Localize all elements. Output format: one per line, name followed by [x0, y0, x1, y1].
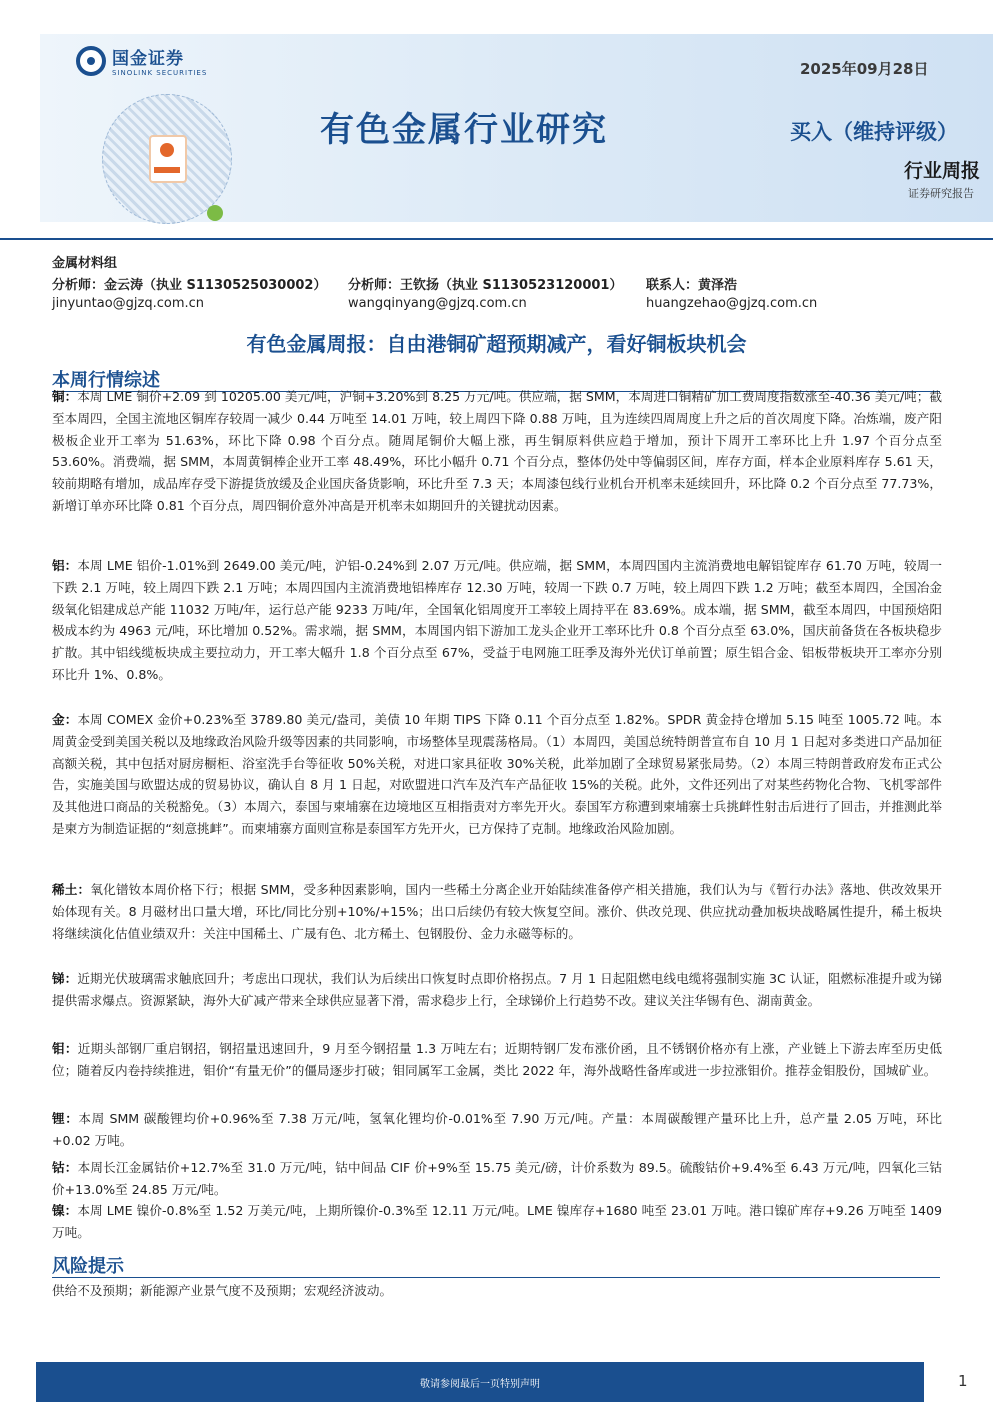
nickel-text: 本周 LME 镍价-0.8%至 1.52 万美元/吨，上期所镍价-0.3%至 12.11 万元/吨。LME 镍库存+1680 吨至 23.01 万吨。港口镍矿库存+9.26 万吨至 1409 万吨。	[52, 1203, 942, 1240]
gold-label: 金：	[52, 712, 78, 727]
section-heading-risk: 风险提示	[52, 1256, 124, 1277]
analyst-1-email[interactable]: jinyuntao@gjzq.com.cn	[52, 296, 205, 311]
aluminum-text: 本周 LME 铝价-1.01%到 2649.00 美元/吨，沪铝-0.24%到 2.07 万元/吨。供应端，据 SMM，本周四国内主流消费地电解铝锭库存 61.70 万吨，较周一下跌 2.1 万吨，较上周四下跌 2.1 万吨；本周四国内主流消费地铝棒库存 12.30 万吨，较周一下跌 0.7 万吨，较上周四下跌 1.2 万吨；截至本周四，全国冶金级氧化铝建成总产能 11032 万吨/年，运行总产能 9233 万吨/年，全国氧化铝周度开工率较上周持平在 83.69%。成本端，据 SMM，截至本周四，中国预焙阳极成本约为 4963 元/吨，环比增加 0.52%。需求端，据 SMM，本周国内铝下游加工龙头企业开工率环比升 0.8 个百分点至 63.0%，国庆前备货在各板块稳步扩散。其中铝线缆板块成主要拉动力，开工率大幅升 1.8 个百分点至 67%，受益于电网施工旺季及海外光伏订单前置；原生铝合金、铝板带板块开工率亦分别环比升 1%、0.8%。	[52, 558, 943, 682]
section-heading-weekly: 本周行情综述	[52, 370, 160, 391]
team-name: 金属材料组	[52, 256, 118, 271]
rare-earth-text: 氧化镨钕本周价格下行；根据 SMM，受多种因素影响，国内一些稀土分离企业开始陆续准备停产相关措施，我们认为与《暂行办法》落地、供改效果开始体现有关。8 月磁材出口量大增，环比/同比分别+10%/+15%；出口后续仍有较大恢复空间。涨价、供改兑现、供应扰动叠加板块战略属性提升，稀土板块将继续演化估值业绩双升：关注中国稀土、广晟有色、北方稀土、包钢股份、金力永磁等标的。	[52, 882, 943, 941]
molybdenum-label: 钼：	[52, 1041, 78, 1056]
contact-email[interactable]: huangzehao@gjzq.com.cn	[646, 296, 818, 311]
page-number: 1	[958, 1372, 968, 1390]
footer-note[interactable]: 敬请参阅最后一页特别声明	[420, 1378, 540, 1390]
analyst-2: 分析师：王钦扬（执业 S1130523120001）	[348, 278, 623, 293]
page-title: 有色金属行业研究	[320, 110, 608, 150]
nickel-paragraph	[52, 1200, 942, 1244]
logo-english: SINOLINK SECURITIES	[112, 69, 208, 77]
nickel-label: 镍：	[52, 1203, 78, 1218]
antimony-text: 近期光伏玻璃需求触底回升；考虑出口现状，我们认为后续出口恢复时点即价格拐点。7 月 1 日起阻燃电线电缆将强制实施 3C 认证，阻燃标准提升或为锑提供需求爆点。资源紧缺，海外大矿减产带来全球供应显著下滑，需求稳步上行，全球锑价上行趋势不改。建议关注华锡有色、湖南黄金。	[52, 971, 942, 1008]
antimony-label: 锑：	[52, 971, 78, 986]
gold-text: 本周 COMEX 金价+0.23%至 3789.80 美元/盎司，美债 10 年期 TIPS 下降 0.11 个百分点至 1.82%。SPDR 黄金持仓增加 5.15 吨至 1005.72 吨。本周黄金受到美国关税以及地缘政治风险升级等因素的共同影响，市场整体呈现震荡格局。（1）本周四，美国总统特朗普宣布自 10 月 1 日起对多类进口产品加征高额关税，其中包括对厨房橱柜、浴室洗手台等征收 50%关税，对进口家具征收 30%关税，此举加剧了全球贸易紧张局势。（2）本周三特朗普政府发布正式公告，实施美国与欧盟达成的贸易协议，确认自 8 月 1 日起，对欧盟进口汽车及汽车产品征收 15%的关税。此外，文件还列出了对某些药物化合物、飞机零部件及其他进口商品的关税豁免。（3）本周六，泰国与柬埔寨在边境地区互相指责对方率先开火。泰国军方称遭到柬埔寨士兵挑衅性射击后进行了回击，并推测此举是柬方为制造证据的“刻意挑衅”。而柬埔寨方面则宣称是泰国军方先开火，已方保持了克制。地缘政治风险加剧。	[52, 712, 943, 836]
copper-paragraph	[52, 386, 942, 517]
aluminum-label: 铝：	[52, 558, 78, 573]
cobalt-text: 本周长江金属钴价+12.7%至 31.0 万元/吨，钴中间品 CIF 价+9%至 15.75 美元/磅，计价系数为 89.5。硫酸钴价+9.4%至 6.43 万元/吨，四氧化三钴价+13.0%至 24.85 万元/吨。	[52, 1160, 943, 1197]
report-subtitle: 有色金属周报：自由港铜矿超预期减产，看好铜板块机会	[246, 332, 747, 356]
cobalt-label: 钴：	[52, 1160, 78, 1175]
lithium-text: 本周 SMM 碳酸锂均价+0.96%至 7.38 万元/吨，氢氧化锂均价-0.01%至 7.90 万元/吨。产量：本周碳酸锂产量环比上升，总产量 2.05 万吨，环比+0.02 万吨。	[52, 1111, 942, 1148]
antimony-paragraph	[52, 968, 942, 1012]
section-divider	[52, 1277, 940, 1278]
analyst-1: 分析师：金云涛（执业 S1130525030002）	[52, 278, 327, 293]
report-category: 证券研究报告	[908, 187, 974, 200]
company-logo	[76, 44, 207, 77]
lithium-paragraph	[52, 1108, 942, 1152]
rare-earth-label: 稀土：	[52, 882, 91, 897]
molybdenum-paragraph	[52, 1038, 942, 1082]
contact-person: 联系人：黄泽浩	[646, 278, 738, 293]
gold-paragraph	[52, 709, 942, 840]
copper-text: 本周 LME 铜价+2.09 到 10205.00 美元/吨，沪铜+3.20%到 8.25 万元/吨。供应端，据 SMM，本周进口铜精矿加工费周度指数涨至-40.36 美元/吨；截至本周四，全国主流地区铜库存较周一减少 0.44 万吨至 14.01 万吨，较上周四下降 0.88 万吨，且为连续四周周度上升之后的首次周度下降。冶炼端，废产阳极板企业开工率为 51.63%，环比下降 0.98 个百分点。随周尾铜价大幅上涨，再生铜原料供应趋于增加，预计下周开工率环比上升 1.97 个百分点至 53.60%。消费端，据 SMM，本周黄铜棒企业开工率 48.49%，环比小幅升 0.71 个百分点，整体仍处中等偏弱区间，库存方面，样本企业原料库存 5.61 天，较前期略有增加，成品库存受下游提货放缓及企业国庆备货影响，环比升至 7.3 天；本周漆包线行业机台开机率未延续回升，环比降 0.2 个百分点至 77.73%，新增订单亦环比降 0.81 个百分点，周四铜价意外冲高是开机率未如期回升的关键扰动因素。	[52, 389, 942, 513]
molybdenum-text: 近期头部钢厂重启钢招，钢招量迅速回升，9 月至今钢招量 1.3 万吨左右；近期特钢厂发布涨价函，且不锈钢价格亦有上涨，产业链上下游去库至历史低位；随着反内卷持续推进，钼价“有量无价”的僵局逐步打破；钼同属军工金属，类比 2022 年，海外战略性备库或进一步拉涨钼价。推荐金钼股份，国城矿业。	[52, 1041, 942, 1078]
risk-text: 供给不及预期；新能源产业景气度不及预期；宏观经济波动。	[52, 1283, 393, 1298]
rating: 买入（维持评级）	[790, 120, 958, 144]
rare-earth-paragraph	[52, 879, 942, 944]
logo-name: 国金证券	[112, 49, 184, 69]
cobalt-paragraph	[52, 1157, 942, 1201]
qr-code-icon	[102, 94, 232, 224]
copper-label: 铜：	[52, 389, 78, 404]
footer-disclaimer	[36, 1362, 924, 1402]
report-type: 行业周报	[904, 160, 981, 182]
header-divider	[0, 238, 993, 240]
lithium-label: 锂：	[52, 1111, 79, 1126]
aluminum-paragraph	[52, 555, 942, 686]
analyst-2-email[interactable]: wangqinyang@gjzq.com.cn	[348, 296, 527, 311]
logo-icon	[76, 46, 106, 76]
report-date: 2025年09月28日	[800, 60, 929, 78]
